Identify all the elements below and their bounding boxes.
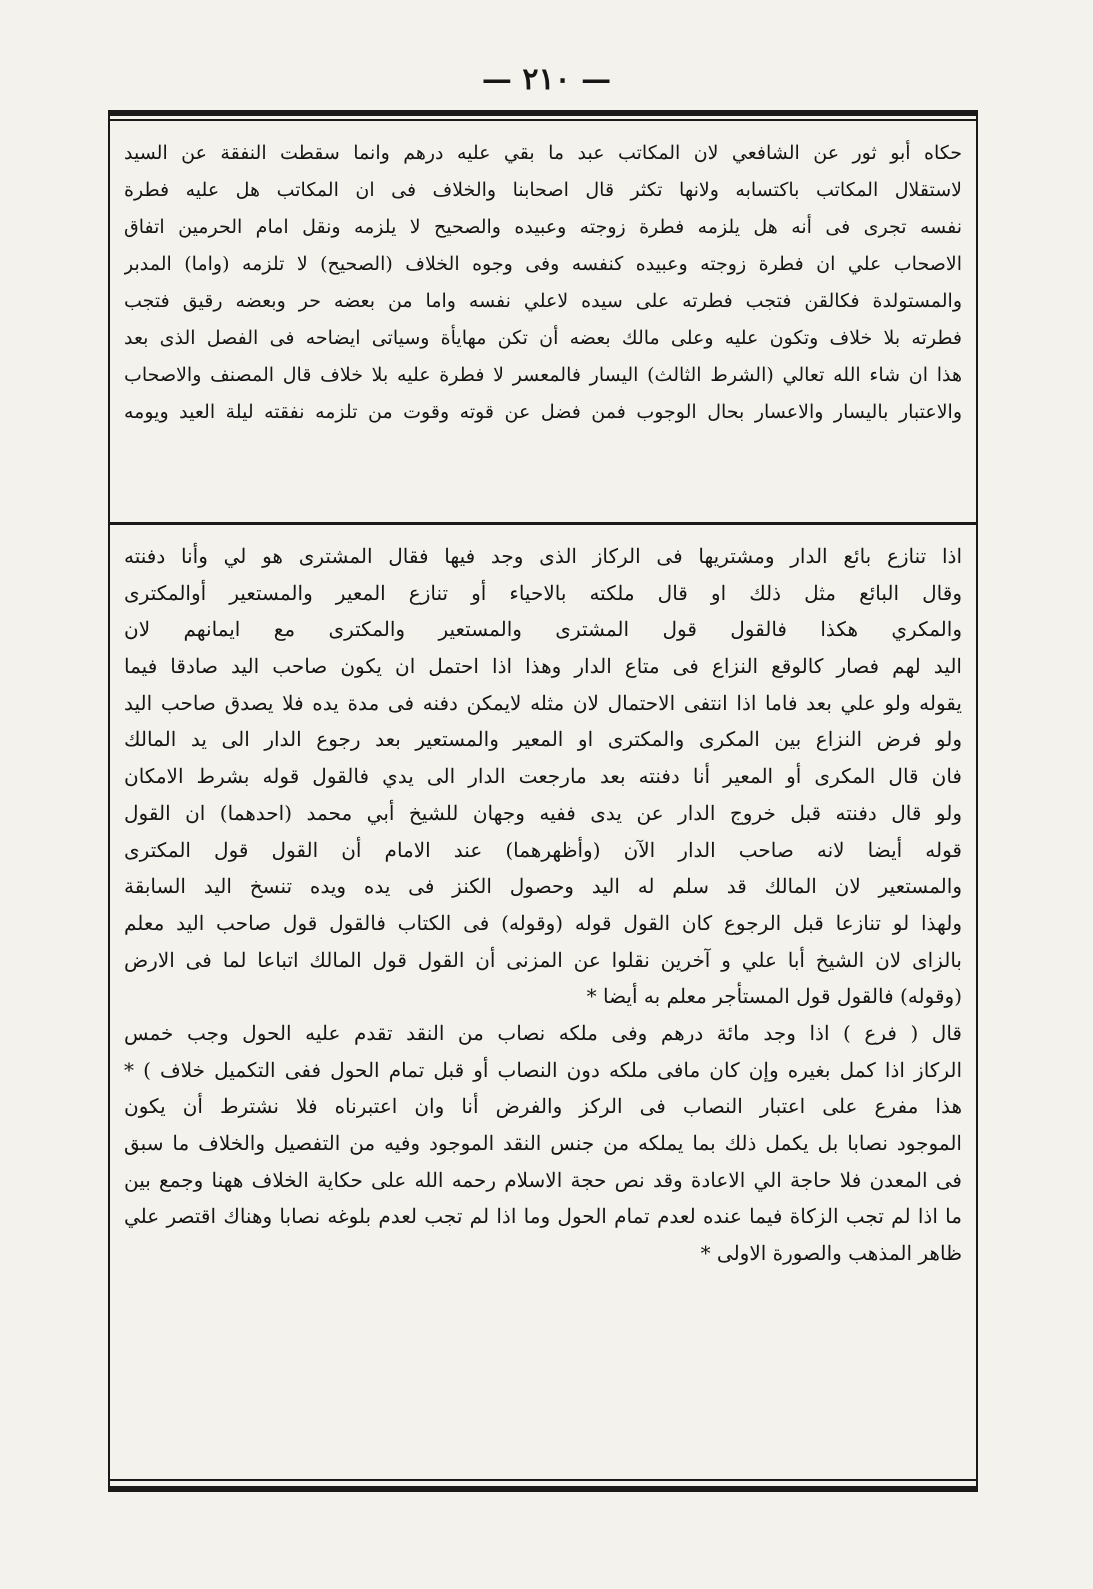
- bottom-border-thin: [108, 1479, 978, 1481]
- main-line: ما اذا لم تجب الزكاة فيما عنده لعدم تمام الحول وما اذا لم تجب لعدم بلوغه نصابا وهناك اقتصر علي: [124, 1204, 962, 1229]
- main-line: ولو قال دفنته قبل خروج الدار عن يدى ففيه وجهان للشيخ أبي محمد (احدهما) ان القول: [124, 800, 962, 825]
- main-line: والمكري هكذا فالقول قول المشترى والمستعير والمكترى مع ايمانهم لان: [124, 617, 962, 642]
- commentary-line: هذا ان شاء الله تعالي (الشرط الثالث) اليسار فالمعسر لا فطرة عليه بلا خلاف قال المصنف والاصحاب: [124, 364, 962, 386]
- section-divider: [108, 522, 978, 525]
- commentary-line: فطرته بلا خلاف وتكون عليه وعلى مالك بعضه أن تكن مهايأة وسياتى ايضاحه فى الفصل الذى بعد: [124, 327, 962, 349]
- commentary-block: [124, 135, 962, 431]
- main-line: بالزاى لان الشيخ أبا علي و آخرين نقلوا عن المزنى أن القول قول المالك اتباعا لما فى الارض: [124, 947, 962, 972]
- main-line: فى المعدن فلا حاجة الي الاعادة وقد نص حجة الاسلام رحمه الله على حكاية الخلاف ههنا وجمع بين: [124, 1167, 962, 1192]
- main-line: قال ( فرع ) اذا وجد مائة درهم وفى ملكه نصاب من النقد تقدم عليه الحول وجب خمس: [124, 1020, 962, 1045]
- main-line: ظاهر المذهب والصورة الاولى *: [700, 1241, 962, 1266]
- main-line: الموجود نصابا بل يكمل ذلك بما يملكه من جنس النقد الموجود وفيه من التفصيل والخلاف ما سبق: [124, 1131, 962, 1155]
- main-line: يقوله ولو علي بعد فاما اذا انتفى الاحتمال لان مثله لايمكن دفنه فى مدة يده فلا يصدق صاحب اليد: [124, 690, 962, 715]
- main-line: الركاز اذا كمل بغيره وإن كان مافى ملكه دون النصاب أو قبل تمام الحول ففى التكميل خلاف ) *: [124, 1057, 962, 1082]
- main-line: ولو فرض النزاع بين المكرى والمكترى او المعير والمستعير بعد رجوع الدار الى يد المالك: [124, 727, 962, 752]
- main-line: هذا مفرع على اعتبار النصاب فى الركز والفرض أنا وان اعتبرناه فلا نشترط أن يكون: [124, 1094, 962, 1119]
- main-line: اذا تنازع بائع الدار ومشتريها فى الركاز الذى وجد فيها فقال المشترى هو لي وأنا دفنته: [124, 544, 962, 568]
- main-line: اليد لهم فصار كالوقع النزاع فى متاع الدار وهذا اذا احتمل ان يكون صاحب اليد صادقا فيما: [124, 654, 962, 679]
- commentary-line: والاعتبار باليسار والاعسار بحال الوجوب فمن فضل عن قوته وقوت من تلزمه نفقته ليلة العيد ويومه: [124, 401, 962, 423]
- main-line: قوله أيضا لانه صاحب الدار الآن (وأظهرهما) عند الامام أن القول قول المكترى: [124, 837, 962, 862]
- commentary-line: حكاه أبو ثور عن الشافعي لان المكاتب عبد ما بقي عليه درهم وانما سقطت النفقة عن السيد: [124, 142, 962, 164]
- commentary-line: لاستقلال المكاتب باكتسابه ولانها تكثر قال اصحابنا والخلاف فى ان المكاتب هل عليه فطرة: [124, 179, 962, 201]
- commentary-line: الاصحاب علي ان فطرة زوجته وعبيده كنفسه وفى وجوه الخلاف (الصحيح) لا تلزمه (واما) المدبر: [124, 253, 962, 275]
- main-line: (وقوله) فالقول قول المستأجر معلم به أيضا *: [586, 984, 962, 1009]
- main-line: فان قال المكرى أو المعير أنا دفنته بعد مارجعت الدار الى يدي فالقول قوله بشرط الامكان: [124, 764, 962, 789]
- main-line: والمستعير لان المالك قد سلم له اليد وحصول الكنز فى يده ويده تنسخ اليد السابقة: [124, 874, 962, 899]
- main-line: ولهذا لو تنازعا قبل الرجوع كان القول قوله (وقوله) فى الكتاب فالقول قول صاحب اليد معلم: [124, 910, 962, 935]
- commentary-line: والمستولدة فكالقن فتجب فطرته على سيده لاعلي نفسه واما من بعضه حر وبعضه رقيق فتجب: [124, 290, 962, 312]
- main-text-block: [124, 538, 962, 1272]
- main-line: وقال البائع مثل ذلك او قال ملكته بالاحياء أو تنازع المعير والمستعير أوالمكترى: [124, 580, 962, 605]
- bottom-border-thick: [108, 1486, 978, 1492]
- commentary-line: نفسه تجرى فى أنه هل يلزمه فطرة زوجته وعبيده والصحيح لا يلزمه ونقل امام الحرمين اتفاق: [124, 216, 962, 238]
- page-number: — ٢١٠ —: [481, 62, 612, 97]
